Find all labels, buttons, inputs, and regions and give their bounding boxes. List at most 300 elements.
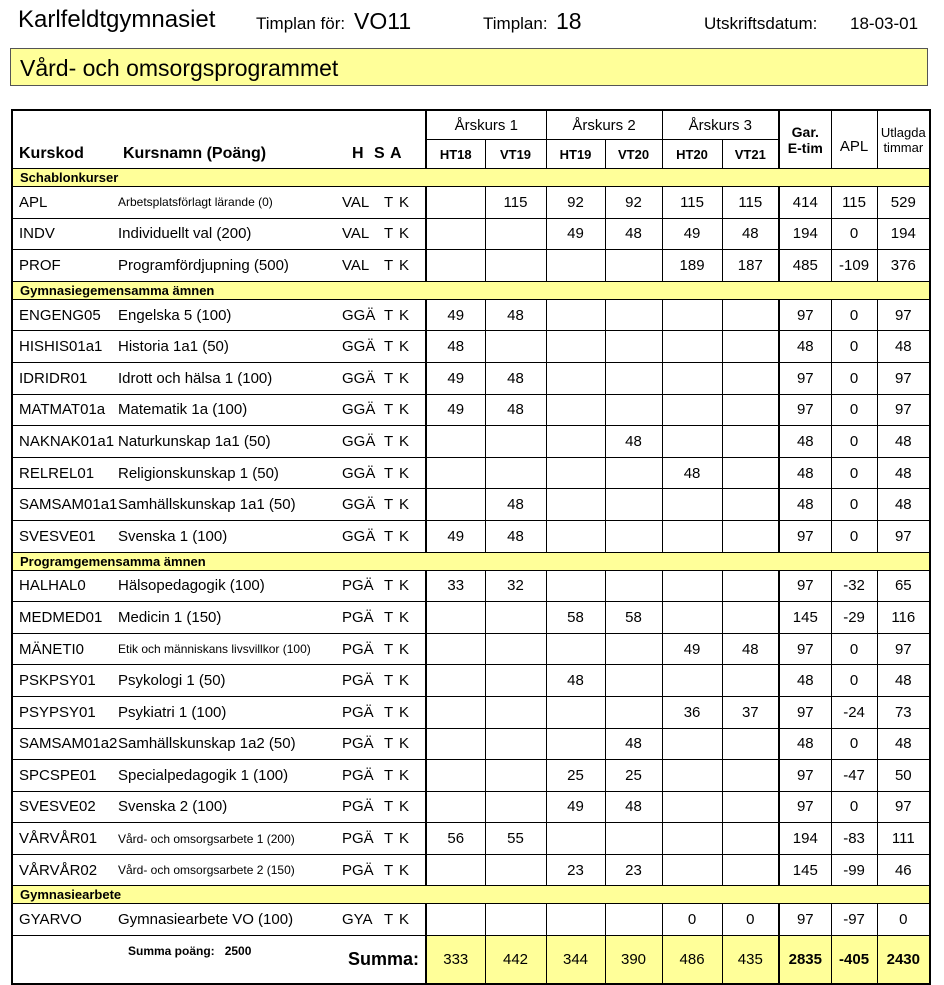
cell-ht18 (426, 904, 485, 936)
cell-utl: 48 (877, 426, 930, 458)
cell-vt20 (605, 489, 662, 521)
cell-gar: 48 (779, 331, 831, 363)
col-vt21: VT21 (722, 140, 779, 169)
cell-vt20: 23 (605, 854, 662, 886)
cell-vt19 (485, 760, 546, 792)
cell-ht20 (662, 760, 722, 792)
cell-ht19 (546, 426, 605, 458)
course-h: PGÄ (342, 861, 374, 879)
table-row (12, 299, 930, 331)
sum-vt19: 442 (485, 936, 546, 985)
cell-vt19: 48 (485, 489, 546, 521)
cell-ht20: 115 (662, 187, 722, 219)
cell-gar: 97 (779, 791, 831, 823)
course-code: SVESVE01 (12, 520, 117, 552)
course-h: GYA (342, 911, 373, 929)
cell-gar: 97 (779, 520, 831, 552)
cell-gar: 145 (779, 602, 831, 634)
cell-vt21 (722, 457, 779, 489)
cell-gar: 48 (779, 728, 831, 760)
cell-apl: 0 (831, 457, 877, 489)
course-name: Psykologi 1 (50) (117, 665, 342, 697)
col-arskurs3: Årskurs 3 (662, 110, 779, 140)
section-header (12, 281, 930, 299)
table-row (12, 520, 930, 552)
cell-vt20 (605, 394, 662, 426)
table-row (12, 728, 930, 760)
course-h: GGÄ (342, 306, 376, 324)
course-s: T (384, 861, 394, 879)
course-hsa (342, 331, 426, 363)
course-s: T (384, 193, 394, 211)
table-row (12, 218, 930, 250)
cell-ht20 (662, 665, 722, 697)
cell-utl: 97 (877, 362, 930, 394)
course-h: VAL (342, 256, 370, 274)
cell-vt19: 48 (485, 299, 546, 331)
course-s: T (384, 766, 394, 784)
course-a: K (399, 640, 410, 658)
cell-utl: 48 (877, 331, 930, 363)
table-row (12, 633, 930, 665)
course-a: K (399, 338, 410, 356)
table-row (12, 457, 930, 489)
cell-utl: 73 (877, 696, 930, 728)
course-code: ENGENG05 (12, 299, 117, 331)
cell-ht20 (662, 854, 722, 886)
course-code: PROF (12, 250, 117, 282)
cell-ht18 (426, 633, 485, 665)
cell-vt21 (722, 394, 779, 426)
col-arskurs2: Årskurs 2 (546, 110, 662, 140)
cell-vt19: 115 (485, 187, 546, 219)
sum-apl: -405 (831, 936, 877, 985)
course-hsa (342, 520, 426, 552)
cell-vt21: 48 (722, 633, 779, 665)
cell-vt20 (605, 633, 662, 665)
course-s: T (384, 640, 394, 658)
section-header (12, 886, 930, 904)
cell-ht20: 36 (662, 696, 722, 728)
course-a: K (399, 225, 410, 243)
course-h: PGÄ (342, 798, 374, 816)
col-ht19: HT19 (546, 140, 605, 169)
course-a: K (399, 861, 410, 879)
course-hsa (342, 394, 426, 426)
cell-ht19 (546, 728, 605, 760)
cell-utl: 194 (877, 218, 930, 250)
cell-vt21 (722, 760, 779, 792)
cell-apl: 0 (831, 791, 877, 823)
cell-vt19 (485, 331, 546, 363)
course-name: Vård- och omsorgsarbete 2 (150) (117, 854, 342, 886)
cell-vt19: 48 (485, 394, 546, 426)
cell-ht18 (426, 489, 485, 521)
cell-apl: 0 (831, 520, 877, 552)
cell-vt21: 37 (722, 696, 779, 728)
course-a: K (399, 766, 410, 784)
cell-ht20 (662, 426, 722, 458)
cell-apl: -99 (831, 854, 877, 886)
cell-utl: 50 (877, 760, 930, 792)
sum-gar-etim: 2835 (779, 936, 831, 985)
cell-gar: 97 (779, 696, 831, 728)
cell-vt19: 48 (485, 520, 546, 552)
course-hsa (342, 665, 426, 697)
course-name: Individuellt val (200) (117, 218, 342, 250)
cell-ht18 (426, 728, 485, 760)
section-title: Gymnasiegemensamma ämnen (12, 281, 930, 299)
col-ht18: HT18 (426, 140, 485, 169)
cell-gar: 97 (779, 760, 831, 792)
course-a: K (399, 401, 410, 419)
cell-ht20 (662, 394, 722, 426)
course-s: T (384, 306, 394, 324)
cell-ht19 (546, 362, 605, 394)
course-code: SVESVE02 (12, 791, 117, 823)
cell-gar: 48 (779, 489, 831, 521)
cell-ht18 (426, 218, 485, 250)
cell-vt20 (605, 362, 662, 394)
cell-vt20 (605, 457, 662, 489)
course-s: T (384, 703, 394, 721)
timeplan-for-value: VO11 (354, 8, 412, 34)
course-h: PGÄ (342, 703, 374, 721)
course-name: Historia 1a1 (50) (117, 331, 342, 363)
cell-utl: 529 (877, 187, 930, 219)
cell-vt19 (485, 250, 546, 282)
course-a: K (399, 703, 410, 721)
course-code: NAKNAK01a1 (12, 426, 117, 458)
cell-ht19 (546, 299, 605, 331)
course-s: T (384, 527, 394, 545)
cell-vt21: 187 (722, 250, 779, 282)
cell-ht19 (546, 250, 605, 282)
cell-ht19: 92 (546, 187, 605, 219)
cell-utl: 97 (877, 394, 930, 426)
cell-apl: 0 (831, 331, 877, 363)
course-a: K (399, 911, 410, 929)
cell-gar: 48 (779, 457, 831, 489)
cell-gar: 414 (779, 187, 831, 219)
course-s: T (384, 672, 394, 690)
course-name: Engelska 5 (100) (117, 299, 342, 331)
cell-utl: 48 (877, 489, 930, 521)
course-code: INDV (12, 218, 117, 250)
cell-gar: 48 (779, 426, 831, 458)
course-h: VAL (342, 193, 370, 211)
cell-ht19: 25 (546, 760, 605, 792)
course-code: SAMSAM01a2 (12, 728, 117, 760)
section-title: Gymnasiearbete (12, 886, 930, 904)
course-hsa (342, 362, 426, 394)
cell-ht18 (426, 791, 485, 823)
course-hsa (342, 426, 426, 458)
course-hsa (342, 696, 426, 728)
cell-vt21 (722, 426, 779, 458)
cell-vt21 (722, 854, 779, 886)
page-header (0, 0, 944, 46)
course-table (11, 109, 931, 985)
cell-ht19: 48 (546, 665, 605, 697)
cell-ht20: 189 (662, 250, 722, 282)
cell-ht20 (662, 520, 722, 552)
cell-ht18 (426, 187, 485, 219)
cell-vt20 (605, 823, 662, 855)
course-name: Psykiatri 1 (100) (117, 696, 342, 728)
cell-ht18: 49 (426, 394, 485, 426)
cell-ht18 (426, 760, 485, 792)
course-a: K (399, 256, 410, 274)
course-a: K (399, 735, 410, 753)
cell-apl: 0 (831, 728, 877, 760)
cell-utl: 65 (877, 570, 930, 602)
col-gar-etim: Gar. E-tim (779, 110, 831, 169)
course-code: SAMSAM01a1 (12, 489, 117, 521)
cell-ht18 (426, 665, 485, 697)
table-row (12, 665, 930, 697)
cell-vt20 (605, 250, 662, 282)
cell-apl: -97 (831, 904, 877, 936)
cell-ht18: 49 (426, 362, 485, 394)
sum-utlagda: 2430 (877, 936, 930, 985)
course-a: K (399, 608, 410, 626)
cell-ht20 (662, 570, 722, 602)
cell-apl: -83 (831, 823, 877, 855)
cell-ht18: 33 (426, 570, 485, 602)
cell-apl: -29 (831, 602, 877, 634)
cell-vt20 (605, 520, 662, 552)
course-a: K (399, 369, 410, 387)
cell-ht20: 0 (662, 904, 722, 936)
cell-ht19: 49 (546, 218, 605, 250)
cell-utl: 97 (877, 791, 930, 823)
course-code: HISHIS01a1 (12, 331, 117, 363)
course-h: PGÄ (342, 577, 374, 595)
cell-vt20: 48 (605, 218, 662, 250)
cell-vt19 (485, 218, 546, 250)
sum-ht18: 333 (426, 936, 485, 985)
course-s: T (384, 735, 394, 753)
cell-vt21 (722, 520, 779, 552)
cell-ht20 (662, 489, 722, 521)
course-h: GGÄ (342, 464, 376, 482)
course-a: K (399, 577, 410, 595)
course-name: Svenska 1 (100) (117, 520, 342, 552)
summa-poang-label: Summa poäng: (128, 944, 215, 959)
course-h: PGÄ (342, 640, 374, 658)
cell-ht20 (662, 823, 722, 855)
table-row (12, 823, 930, 855)
cell-vt19 (485, 728, 546, 760)
cell-utl: 97 (877, 299, 930, 331)
table-row (12, 394, 930, 426)
course-hsa (342, 570, 426, 602)
course-name: Samhällskunskap 1a1 (50) (117, 489, 342, 521)
course-s: T (384, 464, 394, 482)
course-hsa (342, 904, 426, 936)
section-title: Schablonkurser (12, 169, 930, 187)
course-name: Religionskunskap 1 (50) (117, 457, 342, 489)
cell-utl: 97 (877, 633, 930, 665)
course-hsa (342, 633, 426, 665)
sum-vt21: 435 (722, 936, 779, 985)
course-a: K (399, 432, 410, 450)
course-code: VÅRVÅR02 (12, 854, 117, 886)
cell-vt21 (722, 489, 779, 521)
summary-row (12, 936, 930, 985)
cell-apl: -24 (831, 696, 877, 728)
cell-vt21 (722, 665, 779, 697)
cell-gar: 485 (779, 250, 831, 282)
course-hsa (342, 457, 426, 489)
course-name: Svenska 2 (100) (117, 791, 342, 823)
cell-apl: 0 (831, 633, 877, 665)
table-row (12, 791, 930, 823)
course-hsa (342, 823, 426, 855)
cell-ht18 (426, 426, 485, 458)
col-arskurs1: Årskurs 1 (426, 110, 546, 140)
table-row (12, 602, 930, 634)
cell-utl: 48 (877, 665, 930, 697)
program-title: Vård- och omsorgsprogrammet (10, 48, 928, 86)
cell-ht20 (662, 791, 722, 823)
cell-ht19 (546, 696, 605, 728)
course-s: T (384, 608, 394, 626)
cell-vt19 (485, 854, 546, 886)
course-s: T (384, 911, 394, 929)
course-name: Matematik 1a (100) (117, 394, 342, 426)
course-h: GGÄ (342, 369, 376, 387)
cell-vt20 (605, 299, 662, 331)
cell-ht20: 49 (662, 633, 722, 665)
course-h: GGÄ (342, 401, 376, 419)
cell-ht20: 48 (662, 457, 722, 489)
cell-vt21 (722, 362, 779, 394)
course-h: GGÄ (342, 527, 376, 545)
cell-vt20: 25 (605, 760, 662, 792)
cell-vt20 (605, 696, 662, 728)
course-name: Idrott och hälsa 1 (100) (117, 362, 342, 394)
cell-apl: 0 (831, 218, 877, 250)
course-hsa (342, 728, 426, 760)
cell-utl: 116 (877, 602, 930, 634)
course-h: GGÄ (342, 338, 376, 356)
cell-vt19 (485, 904, 546, 936)
sum-ht19: 344 (546, 936, 605, 985)
course-h: PGÄ (342, 766, 374, 784)
table-row (12, 760, 930, 792)
course-code: GYARVO (12, 904, 117, 936)
cell-apl: 0 (831, 426, 877, 458)
col-hsa: H S A (342, 110, 426, 169)
cell-utl: 0 (877, 904, 930, 936)
cell-utl: 48 (877, 728, 930, 760)
course-name: Naturkunskap 1a1 (50) (117, 426, 342, 458)
table-row (12, 250, 930, 282)
course-a: K (399, 306, 410, 324)
course-a: K (399, 496, 410, 514)
course-code: APL (12, 187, 117, 219)
course-hsa (342, 854, 426, 886)
cell-ht19 (546, 331, 605, 363)
col-kurskod: Kurskod (12, 110, 117, 169)
cell-vt21 (722, 823, 779, 855)
course-s: T (384, 369, 394, 387)
course-hsa (342, 489, 426, 521)
cell-ht19: 23 (546, 854, 605, 886)
timeplan-label: Timplan: (483, 14, 548, 33)
course-hsa (342, 602, 426, 634)
section-header (12, 169, 930, 187)
cell-vt20: 48 (605, 426, 662, 458)
cell-vt21 (722, 570, 779, 602)
col-kursnamn: Kursnamn (Poäng) (117, 110, 342, 169)
sum-vt20: 390 (605, 936, 662, 985)
course-rows (12, 169, 930, 936)
timeplan-for-label: Timplan för: (256, 14, 346, 33)
cell-ht20: 49 (662, 218, 722, 250)
course-s: T (384, 432, 394, 450)
cell-ht18: 49 (426, 299, 485, 331)
cell-gar: 97 (779, 362, 831, 394)
cell-ht19 (546, 823, 605, 855)
cell-ht19 (546, 394, 605, 426)
cell-gar: 97 (779, 299, 831, 331)
course-code: PSKPSY01 (12, 665, 117, 697)
cell-ht19: 58 (546, 602, 605, 634)
cell-apl: 0 (831, 362, 877, 394)
cell-gar: 145 (779, 854, 831, 886)
course-hsa (342, 760, 426, 792)
summa-label: Summa: (342, 936, 426, 985)
col-apl: APL (831, 110, 877, 169)
cell-gar: 48 (779, 665, 831, 697)
course-name: Programfördjupning (500) (117, 250, 342, 282)
course-s: T (384, 830, 394, 848)
course-h: PGÄ (342, 735, 374, 753)
cell-vt19: 32 (485, 570, 546, 602)
course-a: K (399, 830, 410, 848)
cell-ht20 (662, 299, 722, 331)
cell-apl: 115 (831, 187, 877, 219)
course-name: Samhällskunskap 1a2 (50) (117, 728, 342, 760)
cell-vt21 (722, 728, 779, 760)
cell-vt20: 48 (605, 728, 662, 760)
cell-ht18 (426, 250, 485, 282)
cell-vt19 (485, 426, 546, 458)
cell-utl: 97 (877, 520, 930, 552)
cell-gar: 97 (779, 570, 831, 602)
course-a: K (399, 798, 410, 816)
cell-apl: 0 (831, 394, 877, 426)
cell-ht19 (546, 570, 605, 602)
cell-vt19 (485, 602, 546, 634)
table-row (12, 426, 930, 458)
course-s: T (384, 401, 394, 419)
course-name: Vård- och omsorgsarbete 1 (200) (117, 823, 342, 855)
cell-vt19 (485, 696, 546, 728)
table-row (12, 854, 930, 886)
cell-ht19 (546, 904, 605, 936)
cell-gar: 194 (779, 823, 831, 855)
cell-vt20 (605, 904, 662, 936)
cell-vt20: 92 (605, 187, 662, 219)
table-row (12, 570, 930, 602)
cell-ht18: 48 (426, 331, 485, 363)
section-title: Programgemensamma ämnen (12, 552, 930, 570)
course-a: K (399, 672, 410, 690)
